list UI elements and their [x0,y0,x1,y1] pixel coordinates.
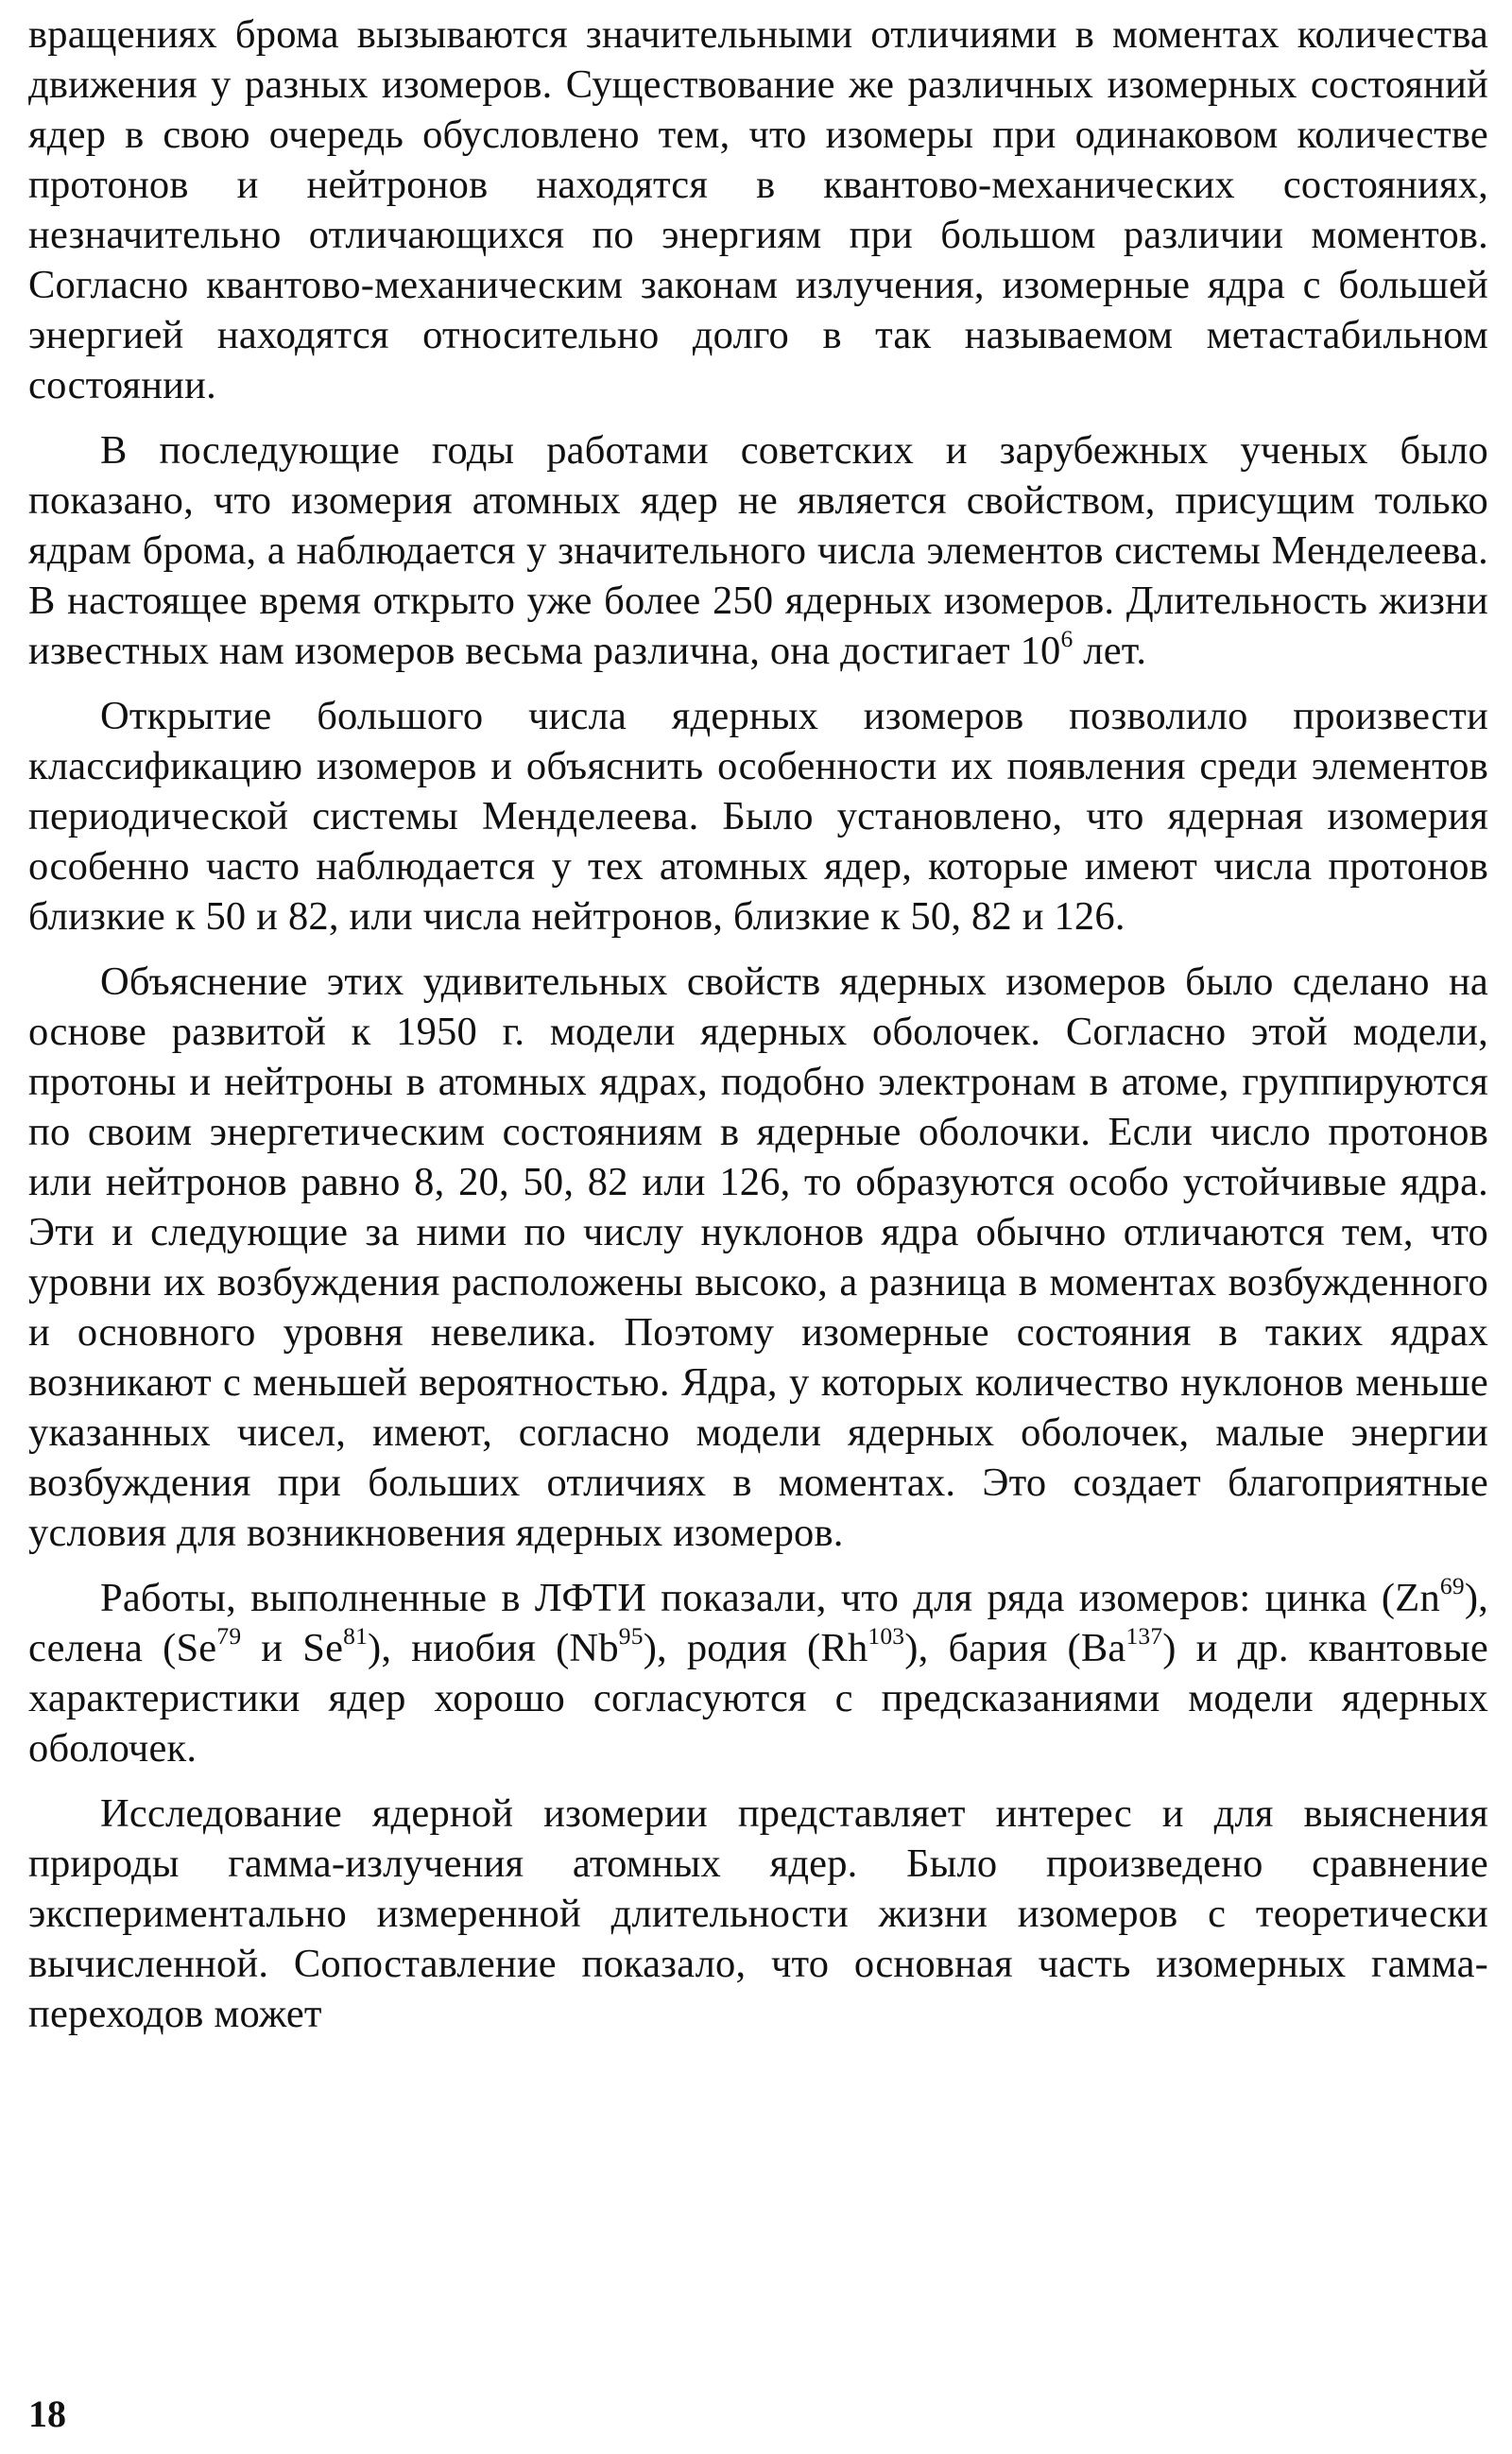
superscript: 79 [216,1622,242,1650]
text-segment: Работы, выполненные в ЛФТИ показали, что для ряда изомеров: цинка (Zn [100,1576,1440,1620]
paragraph-5 [28,1573,1488,1773]
superscript: 95 [618,1622,644,1650]
paragraph-1 [28,9,1488,410]
text-segment: лет. [1073,629,1147,673]
text-segment: вращениях брома вызываются значительными отличиями в моментах количества движения у разных изомеров. Существование же различных изомерных состояний ядер в свою очередь обусловлено тем, что изомеры при одинаковом количестве протонов и нейтронов находятся в квантово-механических состояниях, незначительно отличающихся по энергиям при большом различии моментов. Согласно квантово-механическим законам излучения, изомерные ядра с большей энергией находятся относительно долго в так называемом метастабильном состоянии. [28,12,1488,407]
text-segment: ) и др. квантовые характеристики ядер хорошо согласуются с предсказаниями модели ядерных оболочек. [28,1626,1488,1771]
text-segment: В последующие годы работами советских и зарубежных ученых было показано, что изомерия атомных ядер не является свойством, присущим только ядрам брома, а наблюдается у значительного числа элементов системы Менделеева. В настоящее время открыто уже более 250 ядерных изомеров. Длительность жизни известных нам изомеров весьма различна, она достигает 10 [28,428,1488,673]
superscript: 6 [1060,625,1074,653]
paragraph-3 [28,691,1488,942]
superscript: 137 [1125,1622,1163,1650]
paragraph-6 [28,1789,1488,2039]
page-number: 18 [28,2393,66,2435]
text-segment: ), селена (Se [28,1576,1488,1670]
text-segment: ), бария (Ba [904,1626,1126,1670]
text-segment: Открытие большого числа ядерных изомеров позволило произвести классификацию изомеров и объяснить особенности их появления среди элементов периодической системы Менделеева. Было установлено, что ядерная изомерия особенно часто наблюдается у тех атомных ядер, которые имеют числа протонов близкие к 50 и 82, или числа нейтронов, близкие к 50, 82 и 126. [28,694,1488,939]
text-segment: Объяснение этих удивительных свойств ядерных изомеров было сделано на основе развитой к 1950 г. модели ядерных оболочек. Согласно этой модели, протоны и нейтроны в атомных ядрах, подобно электронам в атоме, группируются по своим энергетическим состояниям в ядерные оболочки. Если число протонов или нейтронов равно 8, 20, 50, 82 или 126, то образуются особо устойчивые ядра. Эти и следующие за ними по числу нуклонов ядра обычно отличаются тем, что уровни их возбуждения расположены высоко, а разница в моментах возбужденного и основного уровня невелика. Поэтому изомерные состояния в таких ядрах возникают с меньшей вероятностью. Ядра, у которых количество нуклонов меньше указанных чисел, имеют, согласно модели ядерных оболочек, малые энергии возбуждения при больших отличиях в моментах. Это создает благоприятные условия для возникновения ядерных изомеров. [28,959,1488,1555]
superscript: 69 [1439,1572,1465,1600]
page-body [28,9,1488,2039]
superscript: 103 [868,1622,905,1650]
text-segment: ), родия (Rh [643,1626,868,1670]
text-segment: Исследование ядерной изомерии представляет интерес и для выяснения природы гамма-излучения атомных ядер. Было произведено сравнение экспериментально измеренной длительности жизни изомеров с теоретически вычисленной. Сопоставление показало, что основная часть изомерных гамма-переходов может [28,1791,1488,2036]
paragraph-2 [28,425,1488,676]
text-segment: ), ниобия (Nb [368,1626,619,1670]
superscript: 81 [343,1622,369,1650]
text-segment: и Se [241,1626,344,1670]
paragraph-4 [28,957,1488,1558]
